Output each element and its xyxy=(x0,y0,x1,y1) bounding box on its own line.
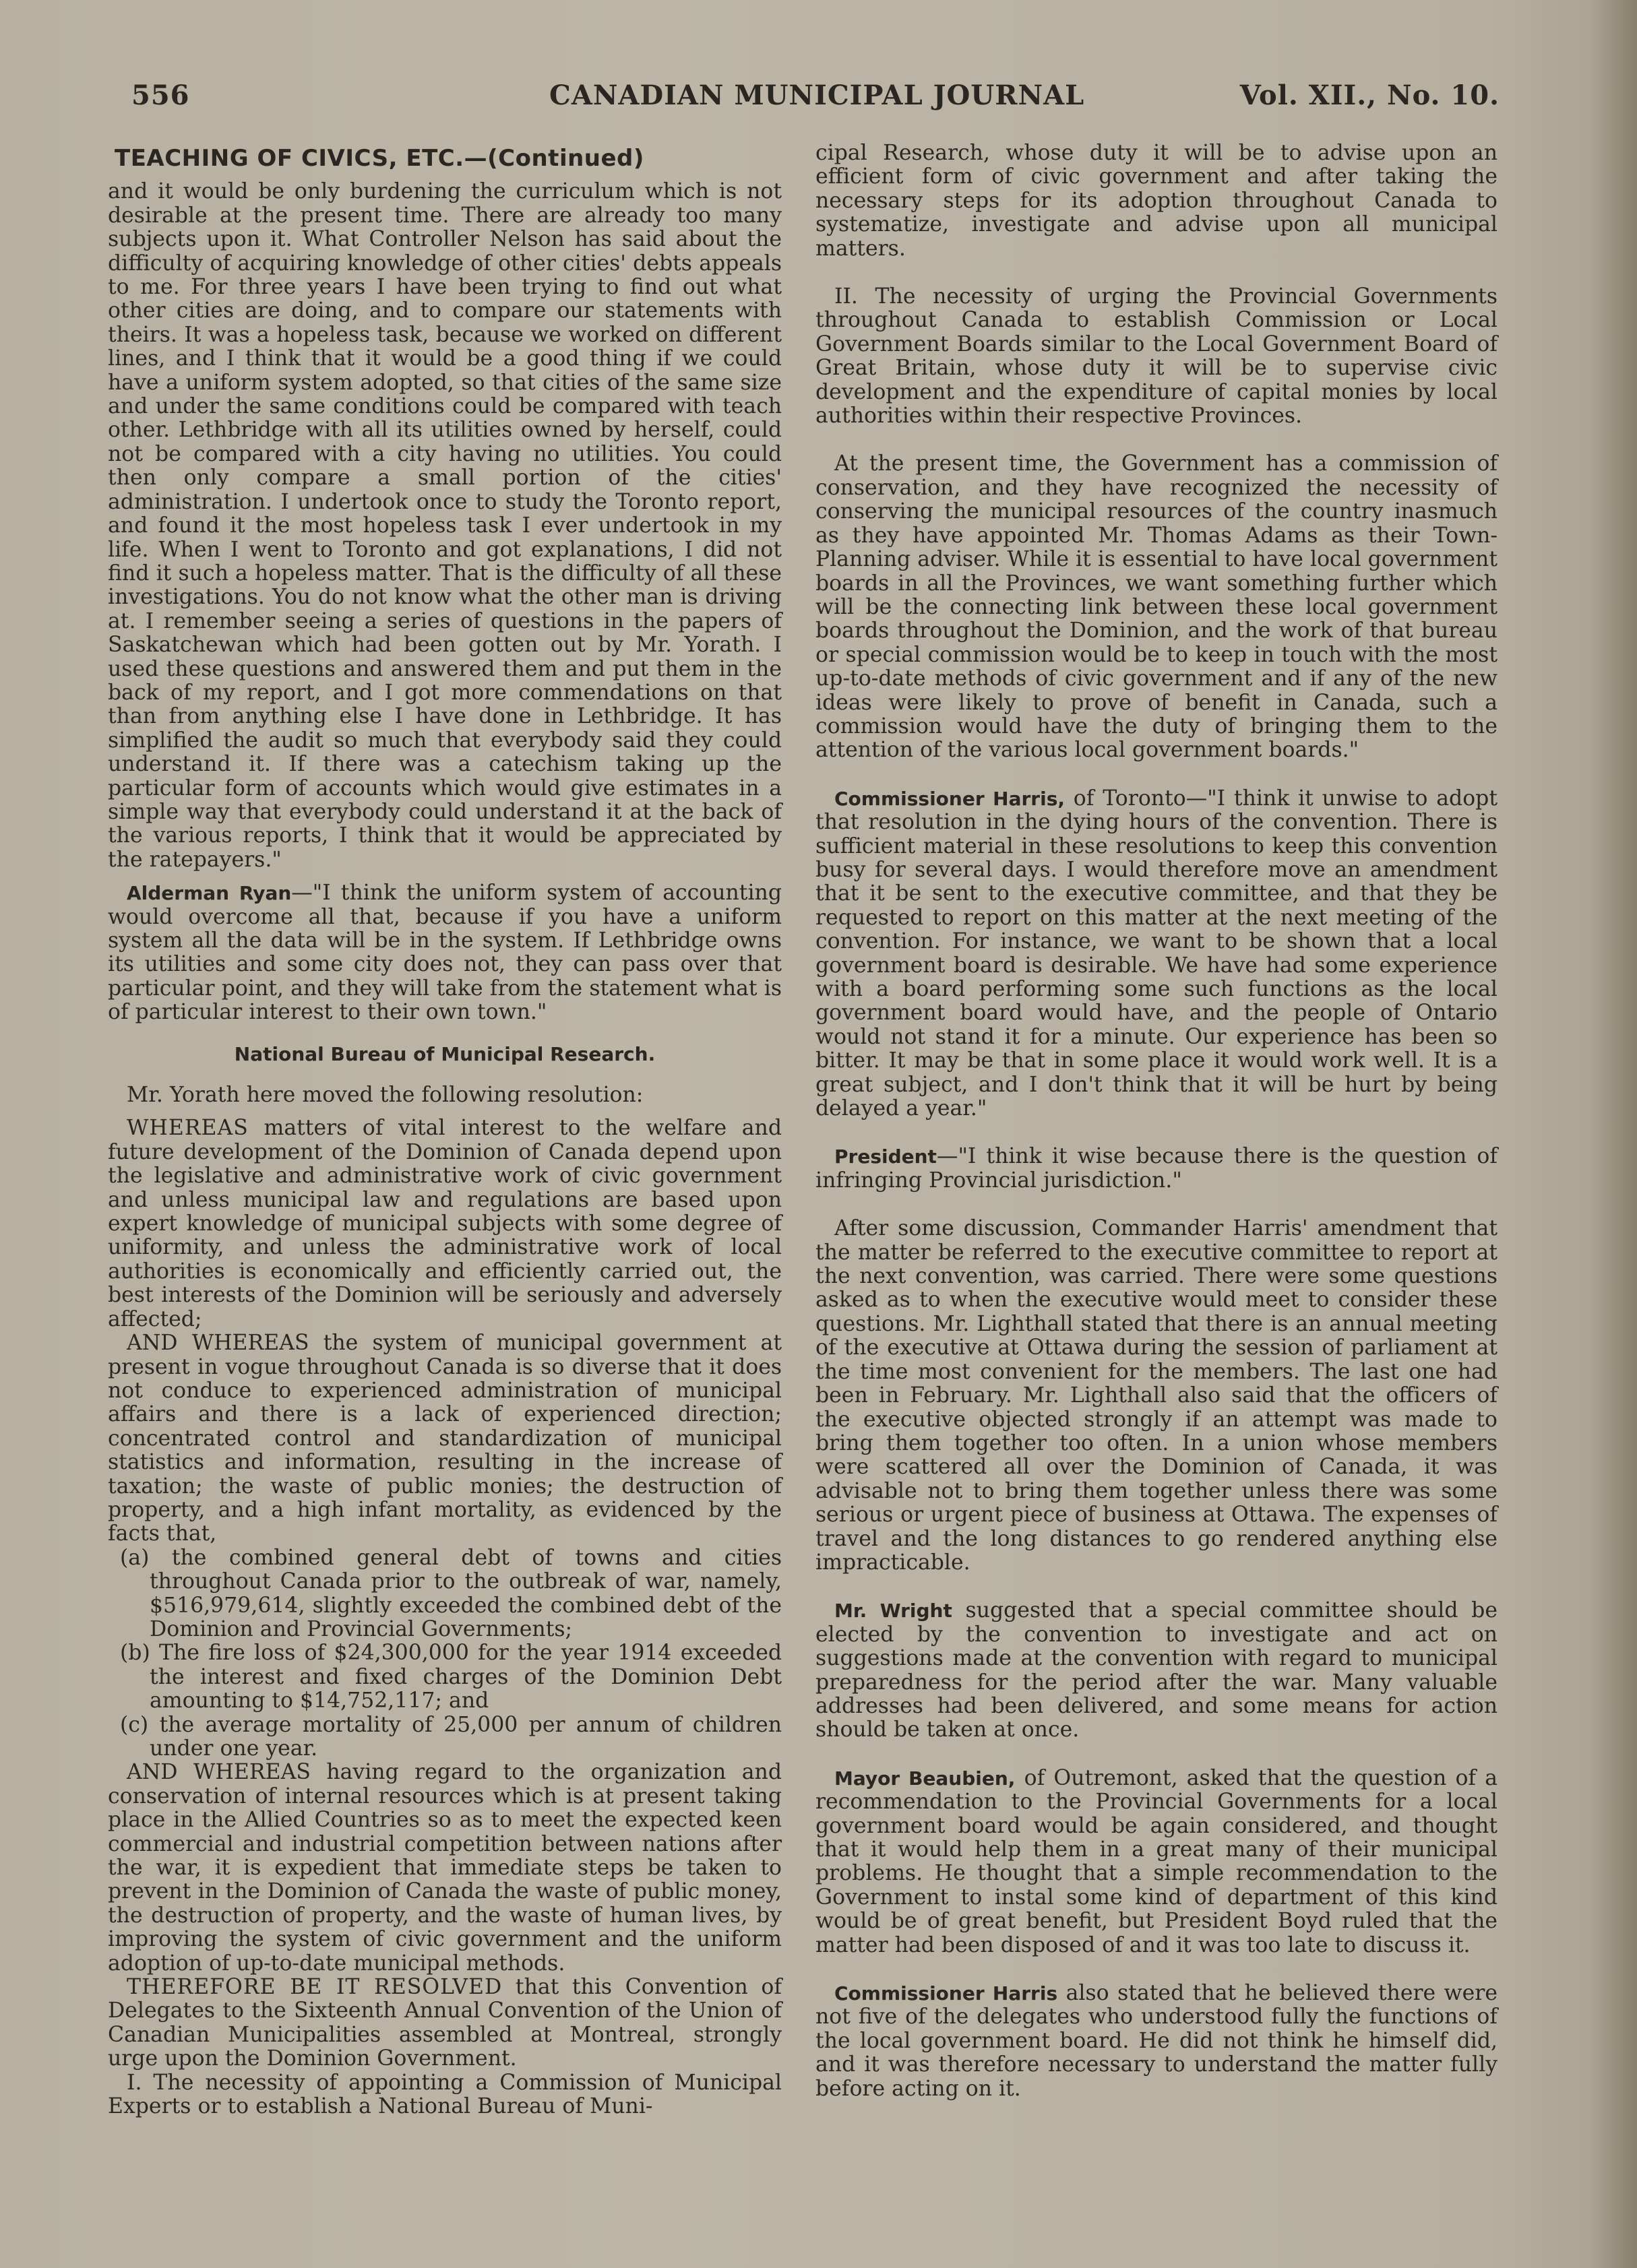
list-item-ii: II. The necessity of urging the Provincial Governments throughout Canada to establish Commission or Local Government Boards similar to the Local Government Board of Great Britain, whose duty it will be to supervise civic development and the expenditure of capital monies by local authorities within their respective Provinces. xyxy=(815,284,1497,429)
paragraph-whereas-1 xyxy=(108,1116,782,1331)
speaker-name: Mr. Wright xyxy=(834,1600,952,1623)
paragraph-beaubien xyxy=(815,1767,1497,1957)
speaker-name: President xyxy=(834,1145,937,1168)
speaker-name: Commissioner Harris, xyxy=(834,787,1065,810)
paragraph-ryan xyxy=(108,881,782,1024)
paragraph-motion: Mr. Yorath here moved the following resolution: xyxy=(127,1083,644,1108)
volume-number: Vol. XII., No. 10. xyxy=(1239,80,1500,111)
right-column xyxy=(815,141,1497,2101)
paragraph-discussion: After some discussion, Commander Harris' amendment that the matter be referred to the executive committee to report at the next convention, was carried. There were some questions asked as to when the executive would meet to consider these questions. Mr. Lighthall stated that there is an annual meeting of the executive at Ottawa during the session of parliament at the time most convenient for the members. The last one had been in February. Mr. Lighthall also said that the officers of the executive objected strongly if an attempt was made to bring them together too often. In a union whose members were scattered all over the Dominion of Canada, it was advisable not to bring them together unless there was some serious or urgent piece of business at Ottawa. The expenses of travel and the long distances to go rendered anything else impracticable. xyxy=(815,1216,1497,1575)
subheading-national-bureau: National Bureau of Municipal Research. xyxy=(234,1042,656,1065)
speech-text: —"I think it wise because there is the question of infringing Provincial jurisdiction." xyxy=(815,1144,1497,1193)
paragraph-harris xyxy=(815,787,1497,1121)
speech-text: of Toronto—"I think it unwise to adopt that resolution in the dying hours of the convention. There is sufficient material in these resolutions to keep this convention busy for several days. I would therefore move an amendment that it be sent to the executive committee, and that they be requested to report on this matter at the next meeting of the convention. For instance, we want to be shown that a local government board is desirable. We have had some experience with a board performing some such functions as the local government board would have, and the people of Ontario would not stand it for a minute. Our experience has been so bitter. It may be that in some place it would work well. It is a great subject, and I don't think that it will be hurt by being delayed a year." xyxy=(815,786,1497,1121)
speech-text: also stated that he believed there were not five of the delegates who understood fully the functions of the local government board. He did not think he himself did, and it was therefore necessary to understand the matter fully before acting on it. xyxy=(815,1981,1497,2101)
list-item-a: (a) the combined general debt of towns and cities throughout Canada prior to the outbreak of war, namely, $516,979,614, slightly exceeded the combined debt of the Dominion and Provincial Governments; xyxy=(120,1545,782,1641)
paragraph-president xyxy=(815,1145,1497,1193)
page-number: 556 xyxy=(131,80,190,111)
page-spine-shadow xyxy=(1590,0,1637,2268)
list-item-b: (b) The fire loss of $24,300,000 for the year 1914 exceeded the interest and fixed charges of the Dominion Debt amounting to $14,752,117; and xyxy=(120,1641,782,1713)
section-title: TEACHING OF CIVICS, ETC.—(Continued) xyxy=(115,145,644,172)
paragraph-whereas-3: AND WHEREAS having regard to the organization and conservation of internal resources which is at present taking place in the Allied Countries so as to meet the expected keen commercial and industrial competition between nations after the war, it is expedient that immediate steps be taken to prevent in the Dominion of Canada the waste of public money, the destruction of property, and the waste of human lives, by improving the system of civic government and the uniform adoption of up-to-date municipal methods. xyxy=(108,1760,782,1976)
paragraph-continued: cipal Research, whose duty it will be to advise upon an efficient form of civic government and after taking the necessary steps for its adoption throughout Canada to systematize, investigate and advise upon all municipal matters. xyxy=(815,141,1497,261)
journal-title: CANADIAN MUNICIPAL JOURNAL xyxy=(549,80,1085,111)
whereas-text: matters of vital interest to the welfare and future development of the Dominion of Canada depend upon the legislative and administrative work of civic government and unless municipal law and regulations are based upon expert knowledge of municipal subjects with some degree of uniformity, and unless the administrative work of local authorities is economically and efficiently carried out, the best interests of the Dominion will be seriously and adversely affected; xyxy=(108,1116,782,1331)
whereas-lead: WHEREAS xyxy=(127,1116,249,1141)
speech-text: —"I think the uniform system of accounting would overcome all that, because if you have a uniform system all the data will be in the system. If Lethbridge owns its utilities and some city does not, they can pass over that particular point, and they will take from the statement what is of particular interest to their own town." xyxy=(108,881,782,1025)
resolved-text: that this Convention of Delegates to the Sixteenth Annual Convention of the Union of Canadian Municipalities assembled at Montreal, strongly urge upon the Dominion Government. xyxy=(108,1975,782,2071)
page-header xyxy=(131,80,1500,127)
paragraph-whereas-2: AND WHEREAS the system of municipal government at present in vogue throughout Canada is so diverse that it does not conduce to experienced administration of municipal affairs and there is a lack of experienced direction; concentrated control and standardization of municipal statistics and information, resulting in the increase of taxation; the waste of public monies; the destruction of property, and a high infant mortality, as evidenced by the facts that, xyxy=(108,1331,782,1546)
speech-text: of Outremont, asked that the question of a recommendation to the Provincial Governments for a local government board would be again considered, and thought that it would help them in a great many of their municipal problems. He thought that a simple recommendation to the Government to instal some kind of department of this kind would be of great benefit, but President Boyd ruled that the matter had been disposed of and it was too late to discuss it. xyxy=(815,1765,1497,1957)
speaker-name: Alderman Ryan xyxy=(127,882,292,905)
left-column xyxy=(108,141,782,2119)
paragraph-wright xyxy=(815,1599,1497,1742)
speaker-name: Commissioner Harris xyxy=(834,1982,1058,2005)
list-item-i: I. The necessity of appointing a Commission of Municipal Experts or to establish a National Bureau of Muni- xyxy=(108,2070,782,2119)
list-item-c: (c) the average mortality of 25,000 per annum of children under one year. xyxy=(120,1712,782,1761)
resolved-lead: THEREFORE BE IT RESOLVED xyxy=(127,1975,503,2000)
paragraph-harris-2 xyxy=(815,1982,1497,2101)
paragraph-nelson-reply: and it would be only burdening the curriculum which is not desirable at the present time. There are already too many subjects upon it. What Controller Nelson has said about the difficulty of acquiring knowledge of other cities' debts appeals to me. For three years I have been trying to find out what other cities are doing, and to compare our statements with theirs. It was a hopeless task, because we worked on different lines, and I think that it would be a good thing if we could have a uniform system adopted, so that cities of the same size and under the same conditions could be compared with teach other. Lethbridge with all its utilities owned by herself, could not be compared with a city having no utilities. You could then only compare a small portion of the cities' administration. I undertook once to study the Toronto report, and found it the most hopeless task I ever undertook in my life. When I went to Toronto and got explanations, I did not find it such a hopeless matter. That is the difficulty of all these investigations. You do not know what the other man is driving at. I remember seeing a series of questions in the papers of Saskatchewan which had been gotten out by Mr. Yorath. I used these questions and answered them and put them in the back of my report, and I got more commendations on that than from anything else I have done in Lethbridge. It has simplified the audit so much that everybody said they could understand it. If there was a catechism taking up the particular form of accounts which would give estimates in a simple way that everybody could understand it at the back of the various reports, I think that it would be appreciated by the ratepayers." xyxy=(108,179,782,872)
paragraph-present-time: At the present time, the Government has a commission of conservation, and they have recognized the necessity of conserving the municipal resources of the country inasmuch as they have appointed Mr. Thomas Adams as their Town-Planning adviser. While it is essential to have local government boards in all the Provinces, we want something further which will be the connecting link between these local government boards throughout the Dominion, and the work of that bureau or special commission would be to keep in touch with the most up-to-date methods of civic government and if any of the new ideas were likely to prove of benefit in Canada, such a commission would have the duty of bringing them to the attention of the various local government boards." xyxy=(815,451,1497,763)
paragraph-resolved xyxy=(108,1976,782,2071)
speaker-name: Mayor Beaubien, xyxy=(834,1767,1016,1790)
speech-text: suggested that a special committee should be elected by the convention to investigate and act on suggestions made at the convention with regard to municipal preparedness for the period after the war. Many valuable addresses had been delivered, and some means for action should be taken at once. xyxy=(815,1598,1497,1742)
